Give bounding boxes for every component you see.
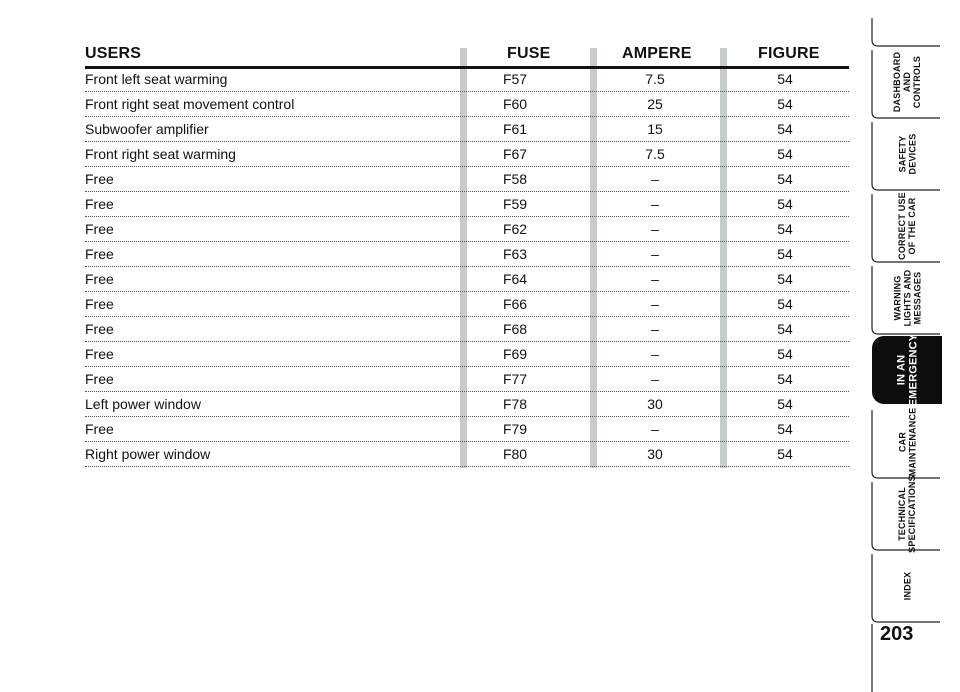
ampere-cell: – bbox=[651, 321, 659, 337]
figure-cell: 54 bbox=[777, 196, 793, 212]
fuse-cell: F60 bbox=[502, 96, 528, 112]
ampere-cell: – bbox=[651, 421, 659, 437]
user-cell: Free bbox=[85, 421, 114, 437]
ampere-cell: – bbox=[651, 246, 659, 262]
fuse-cell: F67 bbox=[502, 146, 528, 162]
table-row bbox=[85, 192, 849, 217]
table-row bbox=[85, 417, 849, 442]
sidebar-tab-label: TECHNICAL SPECIFICATIONS bbox=[897, 475, 918, 553]
figure-cell: 54 bbox=[777, 121, 793, 137]
sidebar-tab-label: CAR MAINTENANCE bbox=[896, 407, 917, 477]
sidebar-tab[interactable] bbox=[872, 333, 942, 407]
sidebar-tab-label: CORRECT USE OF THE CAR bbox=[897, 192, 917, 260]
table-row bbox=[85, 142, 849, 167]
sidebar-tab[interactable] bbox=[872, 475, 942, 553]
user-cell: Free bbox=[85, 321, 114, 337]
table-row bbox=[85, 242, 849, 267]
user-cell: Right power window bbox=[85, 446, 211, 462]
ampere-cell: – bbox=[651, 346, 659, 362]
user-cell: Free bbox=[85, 196, 114, 212]
figure-cell: 54 bbox=[777, 96, 793, 112]
user-cell: Free bbox=[85, 246, 114, 262]
ampere-cell: 7.5 bbox=[645, 146, 665, 162]
fuse-cell: F63 bbox=[502, 246, 528, 262]
table-row bbox=[85, 367, 849, 392]
figure-cell: 54 bbox=[777, 146, 793, 162]
figure-cell: 54 bbox=[777, 296, 793, 312]
user-cell: Free bbox=[85, 296, 114, 312]
user-cell: Free bbox=[85, 371, 114, 387]
user-cell: Front left seat warming bbox=[85, 71, 228, 87]
fuse-cell: F61 bbox=[502, 121, 528, 137]
user-cell: Free bbox=[85, 221, 114, 237]
fuse-cell: F79 bbox=[502, 421, 528, 437]
fuse-cell: F57 bbox=[502, 71, 528, 87]
sidebar-tab[interactable] bbox=[872, 408, 942, 476]
table-row bbox=[85, 342, 849, 367]
sidebar-tab-label: WARNING LIGHTS AND MESSAGES bbox=[891, 269, 922, 327]
header-fuse: FUSE bbox=[507, 45, 551, 62]
figure-cell: 54 bbox=[777, 371, 793, 387]
fuse-cell: F68 bbox=[502, 321, 528, 337]
fuse-cell: F64 bbox=[502, 271, 528, 287]
ampere-cell: 30 bbox=[647, 396, 663, 412]
figure-cell: 54 bbox=[777, 421, 793, 437]
figure-cell: 54 bbox=[777, 321, 793, 337]
page-number: 203 bbox=[880, 623, 914, 645]
ampere-cell: – bbox=[651, 171, 659, 187]
table-row bbox=[85, 167, 849, 192]
ampere-cell: 7.5 bbox=[645, 71, 665, 87]
sidebar-tab[interactable] bbox=[872, 192, 942, 260]
table-row bbox=[85, 292, 849, 317]
fuse-cell: F77 bbox=[502, 371, 528, 387]
table-row bbox=[85, 442, 849, 467]
user-cell: Free bbox=[85, 171, 114, 187]
ampere-cell: – bbox=[651, 221, 659, 237]
user-cell: Front right seat movement control bbox=[85, 96, 295, 112]
table-row bbox=[85, 317, 849, 342]
figure-cell: 54 bbox=[777, 446, 793, 462]
fuse-cell: F58 bbox=[502, 171, 528, 187]
table-row bbox=[85, 67, 849, 92]
table-row bbox=[85, 92, 849, 117]
ampere-cell: – bbox=[651, 371, 659, 387]
sidebar-tab[interactable] bbox=[872, 552, 942, 620]
ampere-cell: 30 bbox=[647, 446, 663, 462]
user-cell: Subwoofer amplifier bbox=[85, 121, 209, 137]
figure-cell: 54 bbox=[777, 171, 793, 187]
figure-cell: 54 bbox=[777, 271, 793, 287]
sidebar-tab-label: DASHBOARD AND CONTROLS bbox=[892, 51, 922, 113]
sidebar-tab-label: SAFETY DEVICES bbox=[896, 133, 917, 175]
table-row bbox=[85, 392, 849, 417]
sidebar-tab[interactable] bbox=[872, 264, 942, 332]
ampere-cell: 25 bbox=[647, 96, 663, 112]
fuse-cell: F69 bbox=[502, 346, 528, 362]
user-cell: Free bbox=[85, 346, 114, 362]
sidebar-tab[interactable] bbox=[872, 120, 942, 188]
sidebar-tab[interactable] bbox=[872, 48, 942, 116]
fuse-cell: F66 bbox=[502, 296, 528, 312]
row-divider bbox=[85, 466, 849, 467]
figure-cell: 54 bbox=[777, 396, 793, 412]
figure-cell: 54 bbox=[777, 221, 793, 237]
ampere-cell: – bbox=[651, 296, 659, 312]
user-cell: Left power window bbox=[85, 396, 201, 412]
header-users: USERS bbox=[85, 45, 142, 62]
table-row bbox=[85, 217, 849, 242]
sidebar-tab-label: INDEX bbox=[901, 571, 912, 601]
user-cell: Free bbox=[85, 271, 114, 287]
sidebar-tab-label: IN AN EMERGENCY bbox=[895, 333, 920, 407]
fuse-cell: F80 bbox=[502, 446, 528, 462]
ampere-cell: – bbox=[651, 196, 659, 212]
fuse-cell: F59 bbox=[502, 196, 528, 212]
ampere-cell: 15 bbox=[647, 121, 663, 137]
figure-cell: 54 bbox=[777, 346, 793, 362]
table-row bbox=[85, 267, 849, 292]
header-figure: FIGURE bbox=[758, 45, 820, 62]
fuse-cell: F62 bbox=[502, 221, 528, 237]
ampere-cell: – bbox=[651, 271, 659, 287]
figure-cell: 54 bbox=[777, 246, 793, 262]
user-cell: Front right seat warming bbox=[85, 146, 236, 162]
fuse-cell: F78 bbox=[502, 396, 528, 412]
header-ampere: AMPERE bbox=[622, 45, 692, 62]
table-row bbox=[85, 117, 849, 142]
figure-cell: 54 bbox=[777, 71, 793, 87]
